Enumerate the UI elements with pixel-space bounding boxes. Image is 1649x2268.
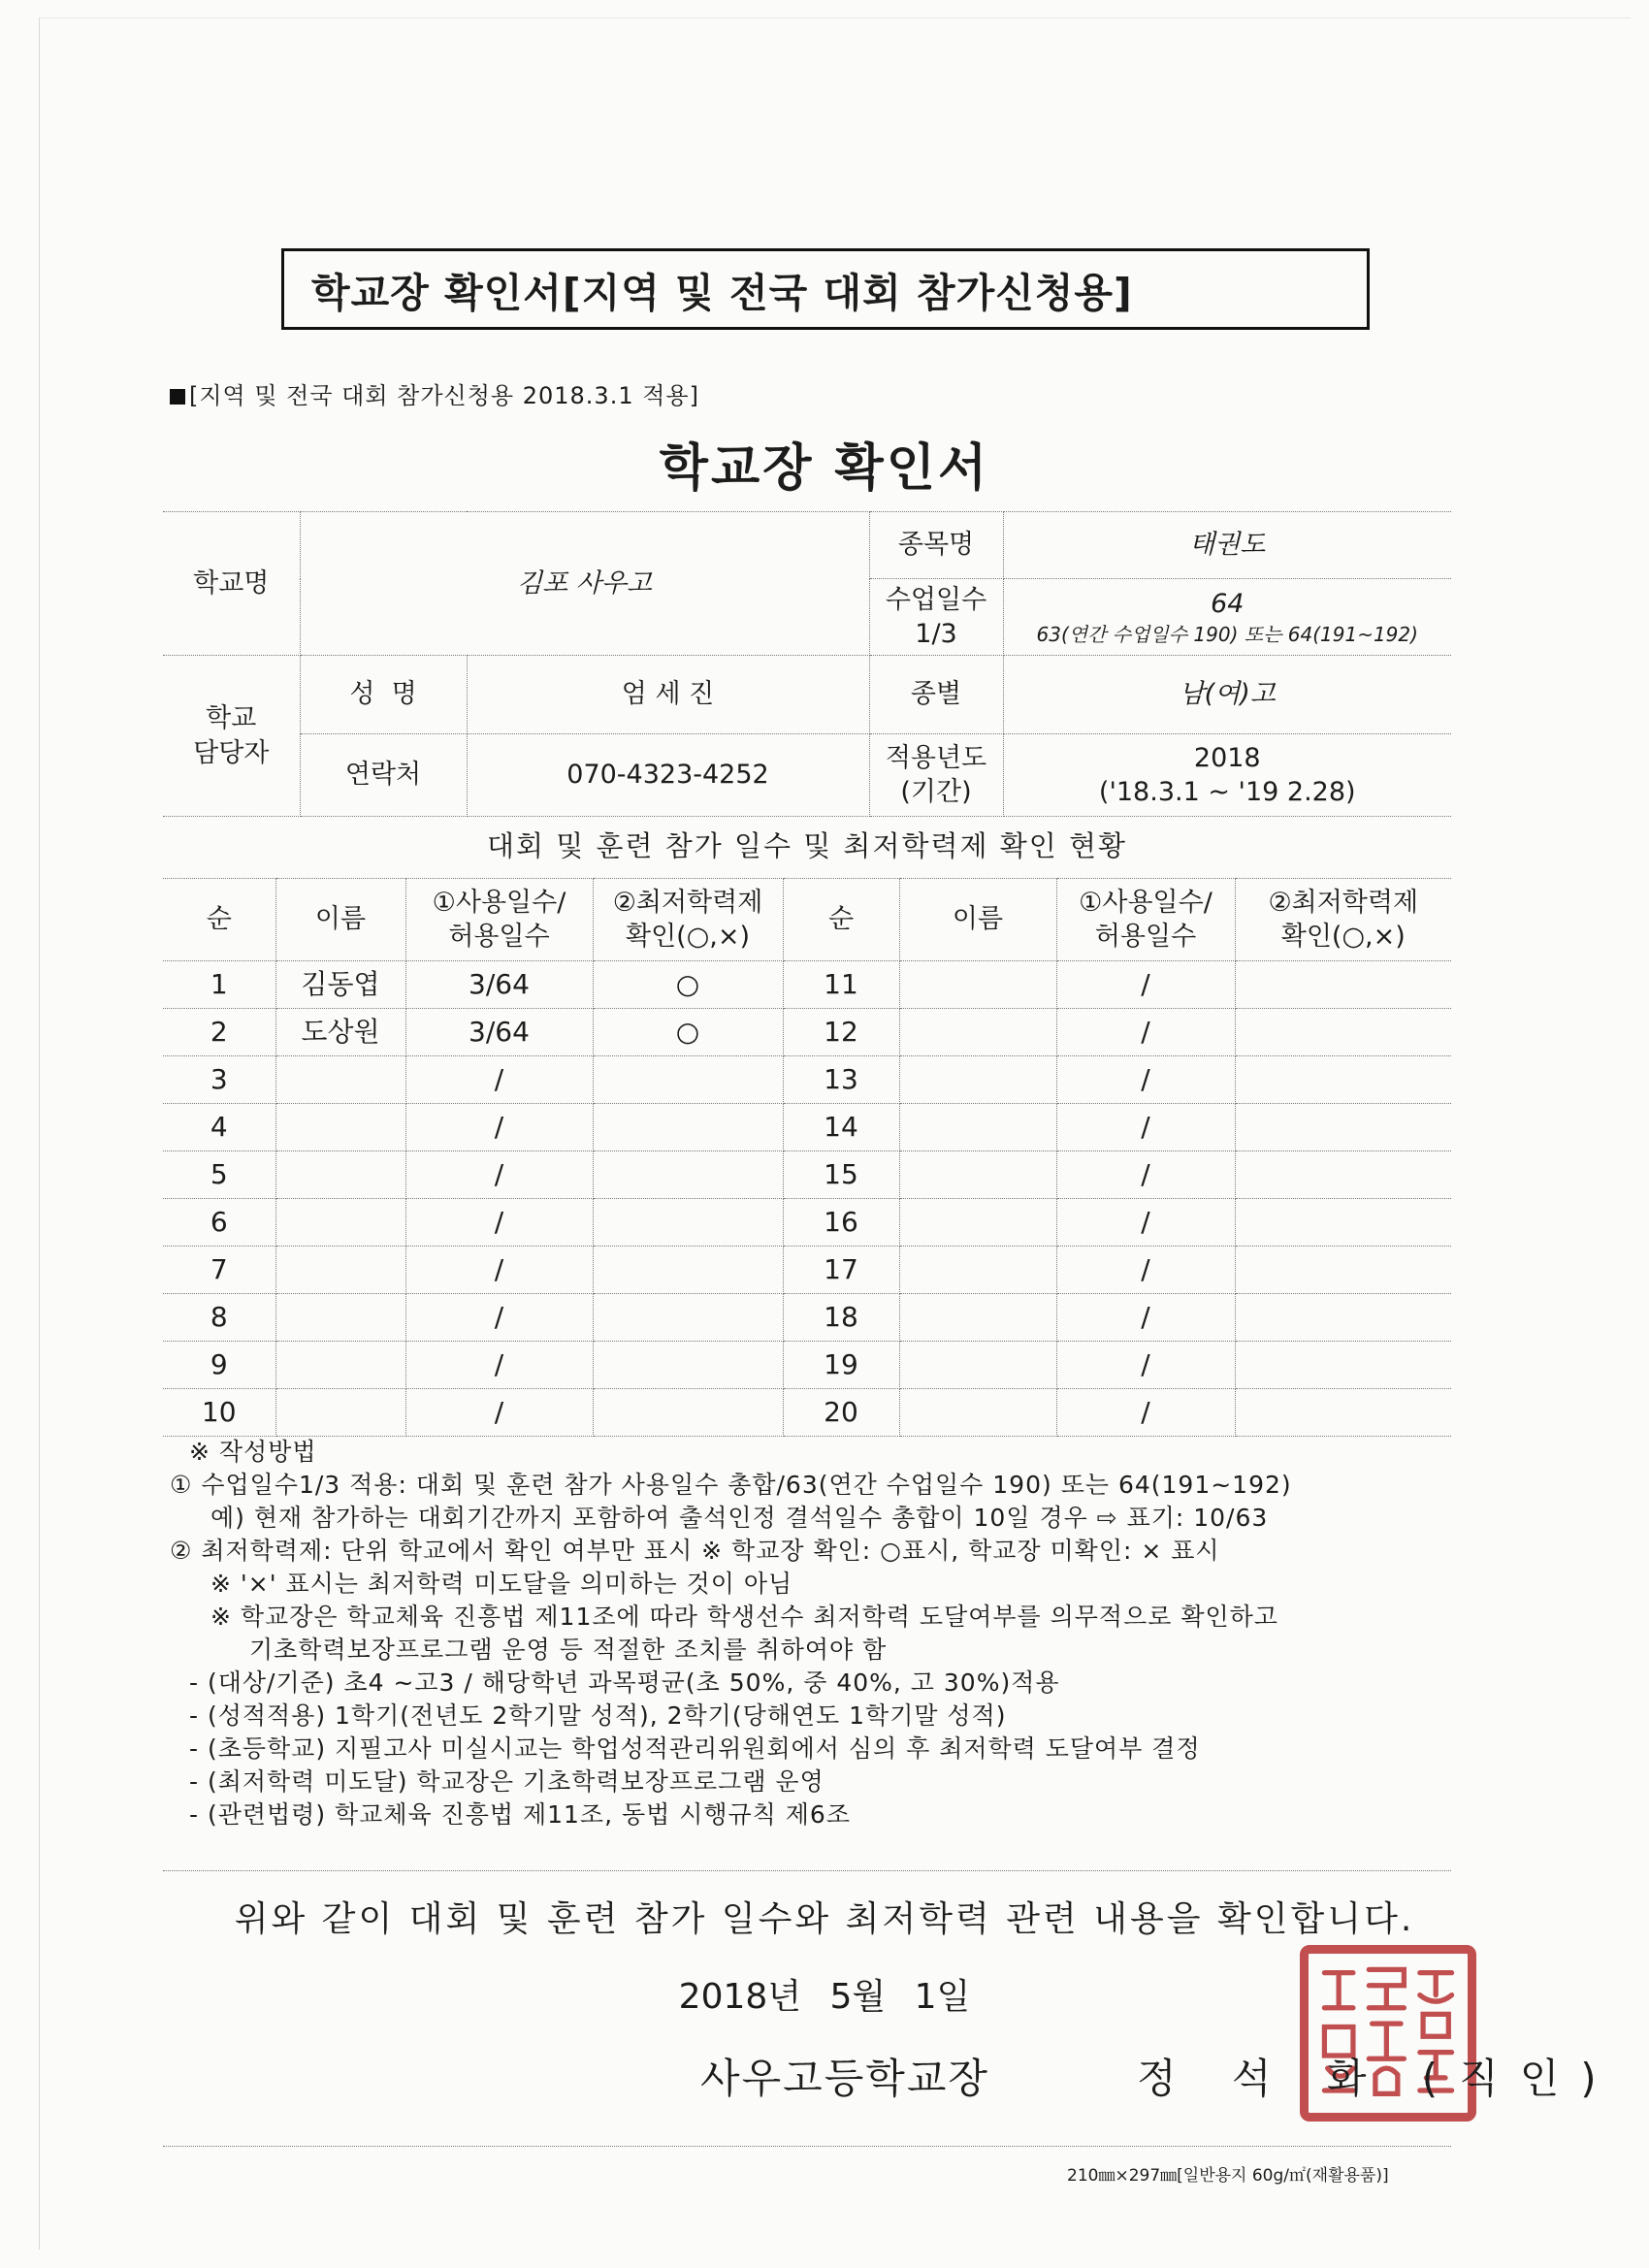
- school-value: 김포 사우고: [300, 512, 869, 656]
- note-item: ② 최저학력제: 단위 학교에서 확인 여부만 표시 ※ 학교장 확인: ○표시, 학교장 미확인: × 표시: [170, 1537, 1220, 1565]
- row-no: 15: [783, 1151, 899, 1199]
- document-title: 학교장 확인서: [659, 439, 990, 498]
- row-check: [1235, 1294, 1451, 1342]
- table-row: [163, 961, 1451, 1009]
- row-days: /: [1056, 1199, 1235, 1247]
- row-check: [593, 1104, 783, 1151]
- row-no: 5: [163, 1151, 275, 1199]
- table-row: [163, 1342, 1451, 1389]
- row-name: [275, 1056, 405, 1104]
- days-note: 63(연간 수업일수 190) 또는 64(191~192): [1036, 622, 1418, 646]
- row-no: 4: [163, 1104, 275, 1151]
- row-name: [275, 1247, 405, 1294]
- year-label-line2: (기간): [900, 777, 972, 807]
- row-no: 18: [783, 1294, 899, 1342]
- header-academic-right: [1235, 879, 1451, 961]
- row-name: [899, 1056, 1056, 1104]
- header-name: 이름: [275, 879, 405, 961]
- row-check: ○: [593, 961, 783, 1009]
- header-days-line2: 허용일수: [448, 922, 550, 952]
- school-name: 사우고등학교장: [700, 2055, 990, 2102]
- row-name: [899, 1342, 1056, 1389]
- table-header-row: [163, 879, 1451, 961]
- row-name: 김동엽: [275, 961, 405, 1009]
- phone-label: 연락처: [300, 734, 467, 817]
- row-check: [593, 1199, 783, 1247]
- contact-label-line1: 학교: [206, 703, 257, 734]
- row-check: [1235, 1199, 1451, 1247]
- row-name: [899, 1389, 1056, 1437]
- header-days-line1: ①사용일수/: [432, 887, 566, 918]
- row-name: [275, 1389, 405, 1437]
- year-label-line1: 적용년도: [885, 742, 987, 773]
- info-table: [163, 511, 1451, 817]
- header-name-right: 이름: [899, 879, 1056, 961]
- row-name: [275, 1104, 405, 1151]
- sport-value: 태권도: [1003, 512, 1451, 579]
- year-value: 2018: [1193, 742, 1261, 773]
- row-days: /: [1056, 1389, 1235, 1437]
- row-days: /: [1056, 1342, 1235, 1389]
- row-check: [593, 1389, 783, 1437]
- sport-label: 종목명: [869, 512, 1003, 579]
- row-check: ○: [593, 1009, 783, 1056]
- row-check: [1235, 1009, 1451, 1056]
- row-name: [899, 1104, 1056, 1151]
- row-days: /: [405, 1104, 593, 1151]
- row-no: 6: [163, 1199, 275, 1247]
- row-check: [1235, 1247, 1451, 1294]
- school-label: 학교명: [163, 512, 300, 656]
- row-no: 13: [783, 1056, 899, 1104]
- note-sub: 기초학력보장프로그램 운영 등 적절한 조치를 취하여야 함: [249, 1636, 888, 1664]
- row-no: 17: [783, 1247, 899, 1294]
- row-days: /: [1056, 1056, 1235, 1104]
- year-label: [869, 734, 1003, 817]
- row-name: [899, 1294, 1056, 1342]
- note-dash: - (관련법령) 학교체육 진흥법 제11조, 동법 시행규칙 제6조: [189, 1800, 851, 1829]
- row-days: /: [405, 1342, 593, 1389]
- days-label-line1: 수업일수: [885, 584, 987, 615]
- row-name: [899, 1247, 1056, 1294]
- table-row: [163, 1294, 1451, 1342]
- days-value: 64: [1211, 589, 1245, 620]
- header-days-right-line2: 허용일수: [1094, 922, 1197, 952]
- header-academic-line1: ②최저학력제: [612, 887, 763, 918]
- note-heading: ※ 작성방법: [189, 1438, 317, 1466]
- row-no: 10: [163, 1389, 275, 1437]
- days-cell: [1003, 579, 1451, 656]
- row-days: 3/64: [405, 1009, 593, 1056]
- section-title: 대회 및 훈련 참가 일수 및 최저학력제 확인 현황: [486, 829, 1127, 862]
- row-days: 3/64: [405, 961, 593, 1009]
- row-no: 7: [163, 1247, 275, 1294]
- row-name: [899, 961, 1056, 1009]
- row-check: [593, 1056, 783, 1104]
- row-no: 16: [783, 1199, 899, 1247]
- row-check: [1235, 1104, 1451, 1151]
- header-academic: [593, 879, 783, 961]
- days-label: [869, 579, 1003, 656]
- row-name: [275, 1294, 405, 1342]
- row-no: 2: [163, 1009, 275, 1056]
- square-bullet-icon: [170, 389, 185, 405]
- row-name: [275, 1199, 405, 1247]
- row-no: 12: [783, 1009, 899, 1056]
- row-days: /: [405, 1389, 593, 1437]
- table-row: [163, 1151, 1451, 1199]
- note-dash: - (대상/기준) 초4 ~고3 / 해당학년 과목평균(초 50%, 중 40%, 고 30%)적용: [189, 1669, 1060, 1697]
- name-value: 엄 세 진: [467, 656, 869, 734]
- row-name: [899, 1009, 1056, 1056]
- header-days-right-line1: ①사용일수/: [1079, 887, 1212, 918]
- row-no: 20: [783, 1389, 899, 1437]
- row-days: /: [405, 1247, 593, 1294]
- row-days: /: [405, 1199, 593, 1247]
- row-check: [593, 1151, 783, 1199]
- row-check: [1235, 961, 1451, 1009]
- table-row: [163, 1389, 1451, 1437]
- contact-label: [163, 656, 300, 817]
- row-check: [1235, 1151, 1451, 1199]
- participation-table: [163, 878, 1451, 1437]
- row-no: 9: [163, 1342, 275, 1389]
- header-academic-line2: 확인(○,×): [626, 922, 750, 952]
- table-row: [163, 1009, 1451, 1056]
- row-days: /: [1056, 1009, 1235, 1056]
- table-row: [163, 1199, 1451, 1247]
- row-check: [1235, 1056, 1451, 1104]
- row-name: [899, 1151, 1056, 1199]
- row-no: 14: [783, 1104, 899, 1151]
- header-days-right: [1056, 879, 1235, 961]
- note-dash: - (성적적용) 1학기(전년도 2학기말 성적), 2학기(당해연도 1학기말 성적): [189, 1701, 1007, 1730]
- header-academic-right-line1: ②최저학력제: [1268, 887, 1419, 918]
- row-days: /: [1056, 1247, 1235, 1294]
- row-no: 1: [163, 961, 275, 1009]
- row-no: 8: [163, 1294, 275, 1342]
- paper-spec: 210㎜×297㎜[일반용지 60g/㎡(재활용품)]: [1067, 2166, 1389, 2186]
- note-sub: ※ 학교장은 학교체육 진흥법 제11조에 따라 학생선수 최저학력 도달여부를 의무적으로 확인하고: [210, 1603, 1278, 1631]
- row-days: /: [1056, 1104, 1235, 1151]
- phone-value: 070-4323-4252: [467, 734, 869, 817]
- header-no-right: 순: [783, 879, 899, 961]
- header-box: 학교장 확인서[지역 및 전국 대회 참가신청용]: [281, 248, 1370, 330]
- principal-signature: 정 석 화 (직인): [1137, 2055, 1618, 2102]
- note-example: 예) 현재 참가하는 대회기간까지 포함하여 출석인정 결석일수 총합이 10일 경우 ⇨ 표기: 10/63: [210, 1504, 1269, 1532]
- divider: [163, 1870, 1451, 1871]
- days-label-line2: 1/3: [915, 619, 957, 649]
- row-name: 도상원: [275, 1009, 405, 1056]
- row-days: /: [405, 1151, 593, 1199]
- row-name: [275, 1342, 405, 1389]
- table-row: [163, 1104, 1451, 1151]
- bottom-divider: [163, 2146, 1451, 2147]
- year-cell: [1003, 734, 1451, 817]
- row-no: 11: [783, 961, 899, 1009]
- row-check: [593, 1247, 783, 1294]
- row-days: /: [1056, 1151, 1235, 1199]
- row-days: /: [405, 1294, 593, 1342]
- table-row: [163, 1247, 1451, 1294]
- gender-value: 남(여)고: [1003, 656, 1451, 734]
- issue-date: 2018년 5월 1일: [678, 1977, 971, 2017]
- note-dash: - (초등학교) 지필고사 미실시교는 학업성적관리위원회에서 심의 후 최저학력 도달여부 결정: [189, 1734, 1201, 1763]
- row-check: [1235, 1389, 1451, 1437]
- confirmation-statement: 위와 같이 대회 및 훈련 참가 일수와 최저학력 관련 내용을 확인합니다.: [234, 1899, 1415, 1939]
- table-row: [163, 1056, 1451, 1104]
- gender-label: 종별: [869, 656, 1003, 734]
- row-name: [899, 1199, 1056, 1247]
- edition-text: [지역 및 전국 대회 참가신청용 2018.3.1 적용]: [189, 382, 699, 409]
- row-days: /: [1056, 961, 1235, 1009]
- row-check: [593, 1294, 783, 1342]
- row-days: /: [1056, 1294, 1235, 1342]
- row-no: 3: [163, 1056, 275, 1104]
- header-academic-right-line2: 확인(○,×): [1280, 922, 1406, 952]
- row-name: [275, 1151, 405, 1199]
- header-days: [405, 879, 593, 961]
- row-no: 19: [783, 1342, 899, 1389]
- note-sub: ※ '×' 표시는 최저학력 미도달을 의미하는 것이 아님: [210, 1570, 793, 1598]
- header-no: 순: [163, 879, 275, 961]
- contact-label-line2: 담당자: [193, 737, 270, 768]
- note-dash: - (최저학력 미도달) 학교장은 기초학력보장프로그램 운영: [189, 1767, 824, 1796]
- row-check: [1235, 1342, 1451, 1389]
- row-check: [593, 1342, 783, 1389]
- edition-line: [170, 376, 699, 410]
- name-label: 성 명: [300, 656, 467, 734]
- row-days: /: [405, 1056, 593, 1104]
- period-value: ('18.3.1 ~ '19 2.28): [1098, 777, 1356, 807]
- instructions: [170, 1436, 1489, 1831]
- note-item: ① 수업일수1/3 적용: 대회 및 훈련 참가 사용일수 총합/63(연간 수업일수 190) 또는 64(191~192): [170, 1471, 1292, 1499]
